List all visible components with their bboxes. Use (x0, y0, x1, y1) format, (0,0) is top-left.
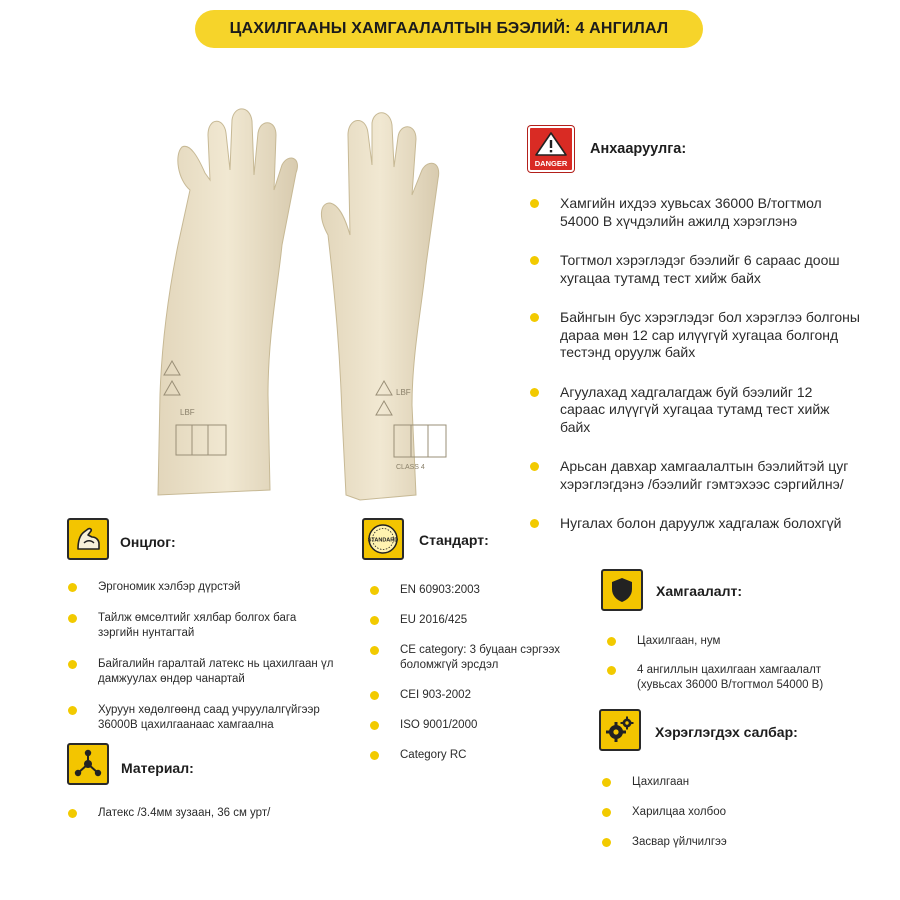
bullet-icon (607, 666, 616, 675)
bullet-icon (68, 706, 77, 715)
material-list (68, 806, 348, 821)
bullet-icon (602, 838, 611, 847)
bullet-icon (530, 199, 539, 208)
warning-list (530, 195, 860, 555)
list-item: 4 ангиллын цахилгаан хамгаалалт (хувьсах 36000 В/тогтмол 54000 В) (607, 663, 867, 693)
gears-icon (599, 709, 641, 751)
glove-logo-text: LBF (396, 388, 411, 397)
list-item: CEI 903-2002 (370, 688, 600, 703)
warning-heading: Анхааруулга: (590, 141, 687, 157)
bullet-icon (602, 778, 611, 787)
gloves-image (150, 95, 490, 505)
danger-label: DANGER (534, 159, 568, 168)
standard-heading: Стандарт: (419, 532, 489, 548)
page-title: ЦАХИЛГААНЫ ХАМГААЛАЛТЫН БЭЭЛИЙ: 4 АНГИЛАЛ (195, 10, 703, 48)
bullet-icon (530, 388, 539, 397)
bullet-icon (370, 751, 379, 760)
shield-icon (601, 569, 643, 611)
features-heading: Онцлог: (120, 534, 176, 550)
features-list (68, 580, 348, 733)
right-glove (321, 113, 438, 500)
glove-logo-text: LBF (180, 408, 195, 417)
list-item: Хамгийн ихдээ хувьсах 36000 В/тогтмол 54000 В хүчдэлийн ажилд хэрэглэнэ (530, 195, 860, 230)
list-item: Цахилгаан, нум (607, 634, 867, 649)
list-item: Агуулахад хадгалагдаж буй бээлийг 12 сараас илүүгүй хугацаа тутамд тест хийж байх (530, 384, 860, 437)
list-item: ISO 9001/2000 (370, 718, 600, 733)
list-item: Тайлж өмсөлтийг хялбар болгох бага зэргийн нунтагтай (68, 611, 348, 641)
list-item: CE category: 3 буцаан сэргээх боломжгүй эрсдэл (370, 643, 600, 673)
bullet-icon (68, 583, 77, 592)
danger-icon (528, 126, 574, 172)
bullet-icon (370, 586, 379, 595)
bullet-icon (68, 614, 77, 623)
bullet-icon (530, 256, 539, 265)
list-item: Арьсан давхар хамгаалалтын бээлийтэй цуг хэрэглэгдэнэ /бээлийг гэмтэхээс сэргийлнэ/ (530, 458, 860, 493)
standard-badge-text: STANDARD (367, 537, 399, 544)
bullet-icon (602, 808, 611, 817)
bullet-icon (68, 809, 77, 818)
bullet-icon (607, 637, 616, 646)
left-glove (158, 109, 297, 495)
list-item: Тогтмол хэрэглэдэг бээлийг 6 сараас доош хугацаа тутамд тест хийж байх (530, 252, 860, 287)
bullet-icon (530, 462, 539, 471)
bullet-icon (370, 721, 379, 730)
list-item: Байнгын бус хэрэглэдэг бол хэрэглээ болгоны дараа мөн 12 сар илүүгүй хугацаа болгонд тестэнд оруулж байх (530, 309, 860, 362)
list-item: Байгалийн гаралтай латекс нь цахилгаан үл дамжуулах өндөр чанартай (68, 657, 348, 687)
bullet-icon (370, 616, 379, 625)
usage-heading: Хэрэглэгдэх салбар: (655, 724, 798, 740)
list-item: Цахилгаан (602, 775, 842, 790)
list-item: Эргономик хэлбэр дүрстэй (68, 580, 348, 595)
material-heading: Материал: (121, 760, 194, 776)
protection-heading: Хамгаалалт: (656, 583, 742, 599)
list-item: Латекс /3.4мм зузаан, 36 см урт/ (68, 806, 348, 821)
usage-list (602, 775, 842, 850)
bullet-icon (530, 313, 539, 322)
list-item: Засвар үйлчилгээ (602, 835, 842, 850)
list-item: Category RC (370, 748, 600, 763)
standard-badge-icon (362, 518, 404, 560)
bullet-icon (530, 519, 539, 528)
bullet-icon (370, 691, 379, 700)
list-item: EN 60903:2003 (370, 583, 600, 598)
glove-class-text: CLASS 4 (396, 464, 425, 471)
standard-list (370, 583, 600, 763)
bullet-icon (68, 660, 77, 669)
molecule-icon (67, 743, 109, 785)
protection-list (607, 634, 867, 693)
list-item: Хуруун хөдөлгөөнд саад учруулалгүйгээр 36000В цахилгаанаас хамгаална (68, 703, 348, 733)
strength-arm-icon (67, 518, 109, 560)
list-item: Нугалах болон даруулж хадгалаж болохгүй (530, 515, 860, 533)
bullet-icon (370, 646, 379, 655)
list-item: Харилцаа холбоо (602, 805, 842, 820)
list-item: EU 2016/425 (370, 613, 600, 628)
